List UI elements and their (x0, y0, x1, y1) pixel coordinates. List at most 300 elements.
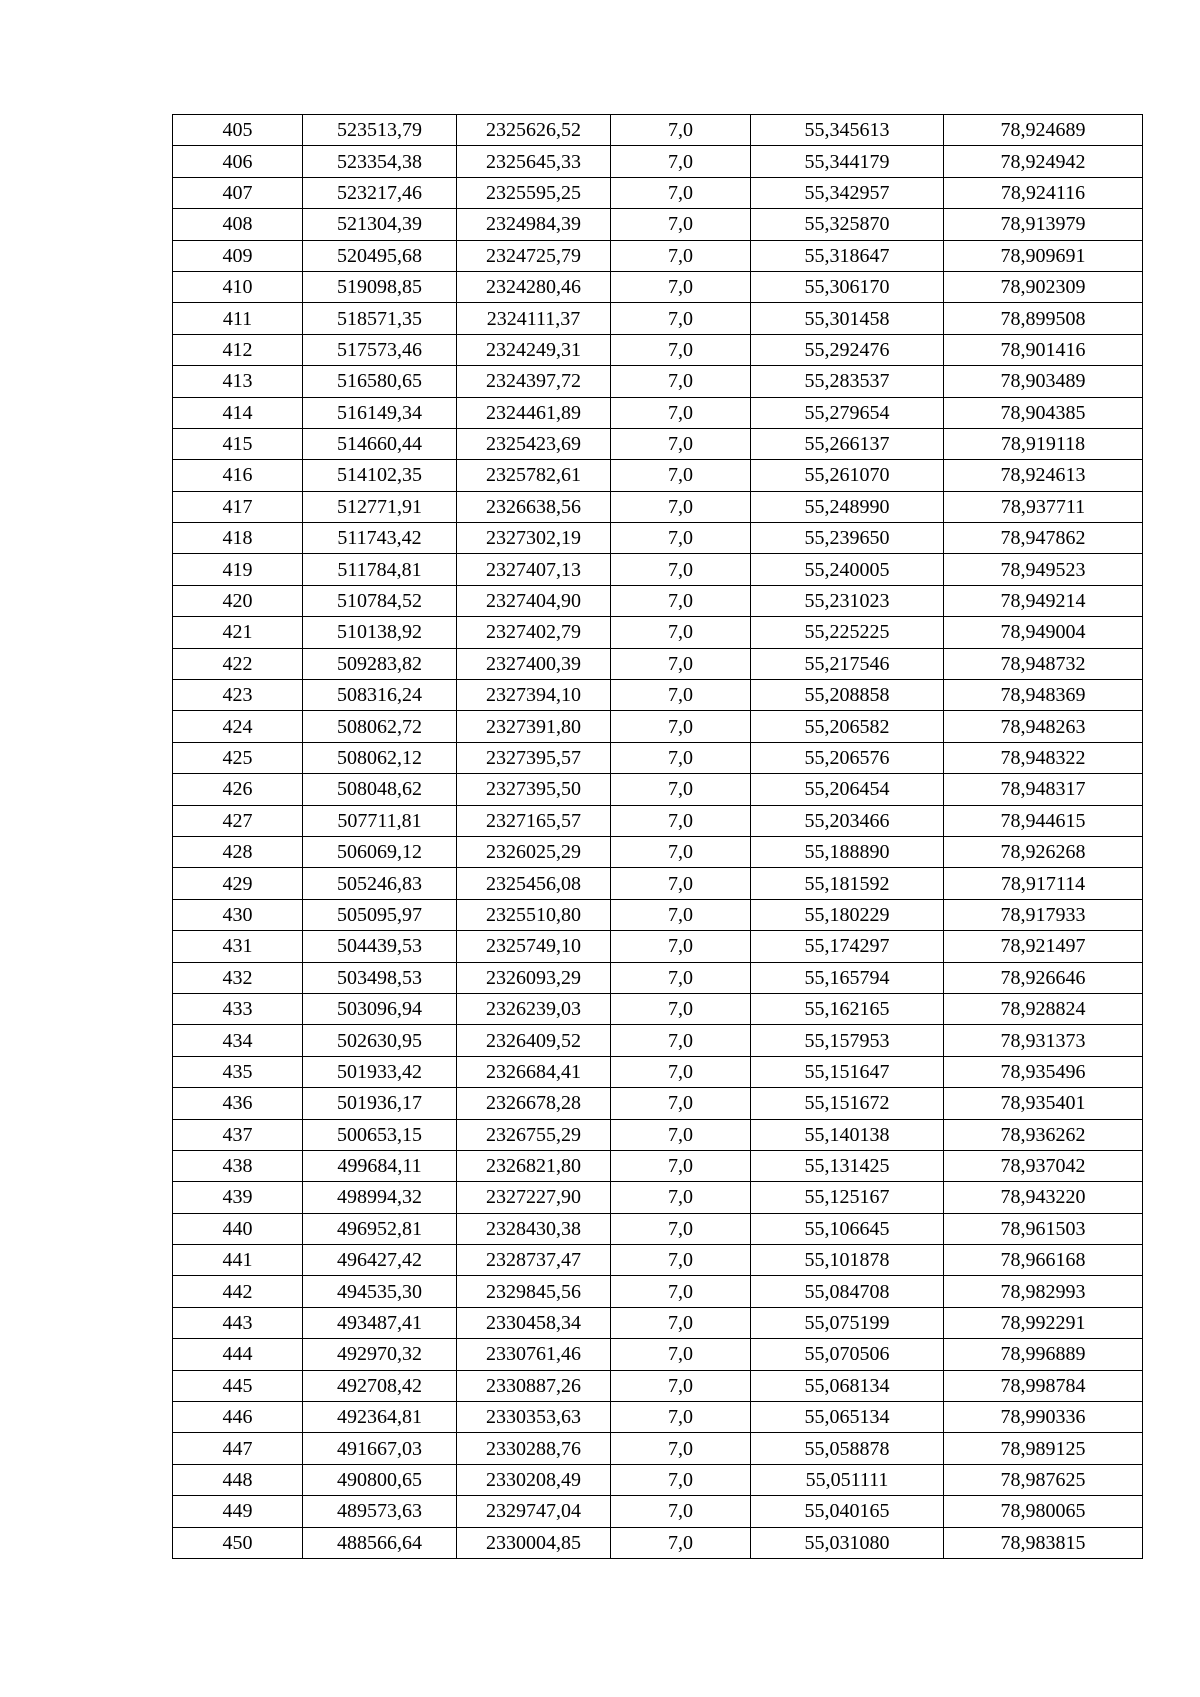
table-row (173, 334, 1143, 365)
table-row (173, 648, 1143, 679)
table-row (173, 1464, 1143, 1495)
longitude-cell: 78,961503 (944, 1213, 1143, 1244)
y-coordinate-cell: 2328737,47 (457, 1245, 611, 1276)
y-coordinate-cell: 2326409,52 (457, 1025, 611, 1056)
latitude-cell: 55,225225 (751, 617, 944, 648)
point-number-cell: 433 (173, 993, 303, 1024)
coordinates-table (172, 114, 1143, 1559)
point-number-cell: 422 (173, 648, 303, 679)
latitude-cell: 55,140138 (751, 1119, 944, 1150)
table-row (173, 240, 1143, 271)
y-coordinate-cell: 2324725,79 (457, 240, 611, 271)
longitude-cell: 78,948732 (944, 648, 1143, 679)
latitude-cell: 55,266137 (751, 428, 944, 459)
point-number-cell: 405 (173, 115, 303, 146)
x-coordinate-cell: 502630,95 (303, 1025, 457, 1056)
latitude-cell: 55,180229 (751, 899, 944, 930)
longitude-cell: 78,937711 (944, 491, 1143, 522)
y-coordinate-cell: 2326025,29 (457, 836, 611, 867)
latitude-cell: 55,075199 (751, 1307, 944, 1338)
x-coordinate-cell: 492708,42 (303, 1370, 457, 1401)
latitude-cell: 55,162165 (751, 993, 944, 1024)
y-coordinate-cell: 2330208,49 (457, 1464, 611, 1495)
table-row (173, 1025, 1143, 1056)
x-coordinate-cell: 503096,94 (303, 993, 457, 1024)
value-cell: 7,0 (611, 648, 751, 679)
y-coordinate-cell: 2324280,46 (457, 271, 611, 302)
y-coordinate-cell: 2329747,04 (457, 1496, 611, 1527)
table-row (173, 1370, 1143, 1401)
latitude-cell: 55,239650 (751, 523, 944, 554)
y-coordinate-cell: 2327402,79 (457, 617, 611, 648)
value-cell: 7,0 (611, 1150, 751, 1181)
value-cell: 7,0 (611, 1056, 751, 1087)
point-number-cell: 431 (173, 931, 303, 962)
point-number-cell: 432 (173, 962, 303, 993)
y-coordinate-cell: 2327407,13 (457, 554, 611, 585)
latitude-cell: 55,031080 (751, 1527, 944, 1558)
x-coordinate-cell: 498994,32 (303, 1182, 457, 1213)
x-coordinate-cell: 492364,81 (303, 1402, 457, 1433)
table-row (173, 1088, 1143, 1119)
longitude-cell: 78,926268 (944, 836, 1143, 867)
value-cell: 7,0 (611, 993, 751, 1024)
longitude-cell: 78,913979 (944, 209, 1143, 240)
table-row (173, 491, 1143, 522)
point-number-cell: 415 (173, 428, 303, 459)
value-cell: 7,0 (611, 397, 751, 428)
y-coordinate-cell: 2324461,89 (457, 397, 611, 428)
longitude-cell: 78,989125 (944, 1433, 1143, 1464)
point-number-cell: 406 (173, 146, 303, 177)
table-row (173, 1276, 1143, 1307)
table-row (173, 177, 1143, 208)
table-row (173, 962, 1143, 993)
point-number-cell: 439 (173, 1182, 303, 1213)
longitude-cell: 78,909691 (944, 240, 1143, 271)
longitude-cell: 78,926646 (944, 962, 1143, 993)
table-row (173, 1150, 1143, 1181)
y-coordinate-cell: 2324397,72 (457, 366, 611, 397)
y-coordinate-cell: 2325645,33 (457, 146, 611, 177)
x-coordinate-cell: 500653,15 (303, 1119, 457, 1150)
table-row (173, 1527, 1143, 1558)
latitude-cell: 55,318647 (751, 240, 944, 271)
table-row (173, 1119, 1143, 1150)
longitude-cell: 78,996889 (944, 1339, 1143, 1370)
longitude-cell: 78,980065 (944, 1496, 1143, 1527)
longitude-cell: 78,998784 (944, 1370, 1143, 1401)
x-coordinate-cell: 516580,65 (303, 366, 457, 397)
table-row (173, 742, 1143, 773)
point-number-cell: 418 (173, 523, 303, 554)
table-row (173, 146, 1143, 177)
table-row (173, 428, 1143, 459)
latitude-cell: 55,040165 (751, 1496, 944, 1527)
longitude-cell: 78,903489 (944, 366, 1143, 397)
table-row (173, 366, 1143, 397)
latitude-cell: 55,165794 (751, 962, 944, 993)
x-coordinate-cell: 506069,12 (303, 836, 457, 867)
point-number-cell: 407 (173, 177, 303, 208)
x-coordinate-cell: 496427,42 (303, 1245, 457, 1276)
latitude-cell: 55,058878 (751, 1433, 944, 1464)
value-cell: 7,0 (611, 491, 751, 522)
point-number-cell: 425 (173, 742, 303, 773)
latitude-cell: 55,070506 (751, 1339, 944, 1370)
point-number-cell: 420 (173, 585, 303, 616)
longitude-cell: 78,937042 (944, 1150, 1143, 1181)
point-number-cell: 426 (173, 774, 303, 805)
point-number-cell: 445 (173, 1370, 303, 1401)
latitude-cell: 55,344179 (751, 146, 944, 177)
x-coordinate-cell: 508048,62 (303, 774, 457, 805)
table-row (173, 209, 1143, 240)
point-number-cell: 414 (173, 397, 303, 428)
x-coordinate-cell: 511743,42 (303, 523, 457, 554)
value-cell: 7,0 (611, 1527, 751, 1558)
y-coordinate-cell: 2325423,69 (457, 428, 611, 459)
latitude-cell: 55,125167 (751, 1182, 944, 1213)
latitude-cell: 55,051111 (751, 1464, 944, 1495)
point-number-cell: 444 (173, 1339, 303, 1370)
value-cell: 7,0 (611, 585, 751, 616)
value-cell: 7,0 (611, 899, 751, 930)
table-row (173, 868, 1143, 899)
point-number-cell: 438 (173, 1150, 303, 1181)
y-coordinate-cell: 2328430,38 (457, 1213, 611, 1244)
latitude-cell: 55,231023 (751, 585, 944, 616)
table-row (173, 993, 1143, 1024)
value-cell: 7,0 (611, 460, 751, 491)
x-coordinate-cell: 507711,81 (303, 805, 457, 836)
table-row (173, 585, 1143, 616)
x-coordinate-cell: 511784,81 (303, 554, 457, 585)
longitude-cell: 78,987625 (944, 1464, 1143, 1495)
table-row (173, 836, 1143, 867)
latitude-cell: 55,151672 (751, 1088, 944, 1119)
table-row (173, 899, 1143, 930)
y-coordinate-cell: 2325510,80 (457, 899, 611, 930)
point-number-cell: 424 (173, 711, 303, 742)
value-cell: 7,0 (611, 334, 751, 365)
value-cell: 7,0 (611, 1464, 751, 1495)
value-cell: 7,0 (611, 931, 751, 962)
y-coordinate-cell: 2324111,37 (457, 303, 611, 334)
table-row (173, 1496, 1143, 1527)
value-cell: 7,0 (611, 1213, 751, 1244)
x-coordinate-cell: 514660,44 (303, 428, 457, 459)
point-number-cell: 448 (173, 1464, 303, 1495)
point-number-cell: 440 (173, 1213, 303, 1244)
longitude-cell: 78,904385 (944, 397, 1143, 428)
table-row (173, 115, 1143, 146)
longitude-cell: 78,917114 (944, 868, 1143, 899)
y-coordinate-cell: 2327391,80 (457, 711, 611, 742)
longitude-cell: 78,921497 (944, 931, 1143, 962)
point-number-cell: 449 (173, 1496, 303, 1527)
x-coordinate-cell: 491667,03 (303, 1433, 457, 1464)
y-coordinate-cell: 2325456,08 (457, 868, 611, 899)
latitude-cell: 55,325870 (751, 209, 944, 240)
x-coordinate-cell: 505095,97 (303, 899, 457, 930)
y-coordinate-cell: 2330761,46 (457, 1339, 611, 1370)
x-coordinate-cell: 516149,34 (303, 397, 457, 428)
value-cell: 7,0 (611, 1025, 751, 1056)
x-coordinate-cell: 519098,85 (303, 271, 457, 302)
value-cell: 7,0 (611, 366, 751, 397)
y-coordinate-cell: 2330887,26 (457, 1370, 611, 1401)
table-row (173, 397, 1143, 428)
value-cell: 7,0 (611, 1307, 751, 1338)
x-coordinate-cell: 512771,91 (303, 491, 457, 522)
longitude-cell: 78,983815 (944, 1527, 1143, 1558)
x-coordinate-cell: 508316,24 (303, 680, 457, 711)
value-cell: 7,0 (611, 1245, 751, 1276)
value-cell: 7,0 (611, 1276, 751, 1307)
y-coordinate-cell: 2327394,10 (457, 680, 611, 711)
longitude-cell: 78,924689 (944, 115, 1143, 146)
point-number-cell: 437 (173, 1119, 303, 1150)
latitude-cell: 55,203466 (751, 805, 944, 836)
longitude-cell: 78,935496 (944, 1056, 1143, 1087)
table-row (173, 1307, 1143, 1338)
latitude-cell: 55,151647 (751, 1056, 944, 1087)
latitude-cell: 55,261070 (751, 460, 944, 491)
y-coordinate-cell: 2326093,29 (457, 962, 611, 993)
latitude-cell: 55,206454 (751, 774, 944, 805)
point-number-cell: 443 (173, 1307, 303, 1338)
value-cell: 7,0 (611, 774, 751, 805)
x-coordinate-cell: 508062,12 (303, 742, 457, 773)
point-number-cell: 429 (173, 868, 303, 899)
longitude-cell: 78,901416 (944, 334, 1143, 365)
latitude-cell: 55,101878 (751, 1245, 944, 1276)
value-cell: 7,0 (611, 836, 751, 867)
longitude-cell: 78,924613 (944, 460, 1143, 491)
x-coordinate-cell: 501936,17 (303, 1088, 457, 1119)
point-number-cell: 442 (173, 1276, 303, 1307)
y-coordinate-cell: 2327395,57 (457, 742, 611, 773)
table-row (173, 1245, 1143, 1276)
latitude-cell: 55,342957 (751, 177, 944, 208)
latitude-cell: 55,301458 (751, 303, 944, 334)
longitude-cell: 78,919118 (944, 428, 1143, 459)
x-coordinate-cell: 503498,53 (303, 962, 457, 993)
x-coordinate-cell: 523354,38 (303, 146, 457, 177)
value-cell: 7,0 (611, 240, 751, 271)
table-row (173, 805, 1143, 836)
table-row (173, 931, 1143, 962)
value-cell: 7,0 (611, 271, 751, 302)
x-coordinate-cell: 505246,83 (303, 868, 457, 899)
x-coordinate-cell: 494535,30 (303, 1276, 457, 1307)
y-coordinate-cell: 2326239,03 (457, 993, 611, 1024)
longitude-cell: 78,936262 (944, 1119, 1143, 1150)
y-coordinate-cell: 2327395,50 (457, 774, 611, 805)
value-cell: 7,0 (611, 303, 751, 334)
latitude-cell: 55,345613 (751, 115, 944, 146)
point-number-cell: 441 (173, 1245, 303, 1276)
value-cell: 7,0 (611, 146, 751, 177)
point-number-cell: 411 (173, 303, 303, 334)
y-coordinate-cell: 2327404,90 (457, 585, 611, 616)
latitude-cell: 55,065134 (751, 1402, 944, 1433)
table-row (173, 1339, 1143, 1370)
y-coordinate-cell: 2330458,34 (457, 1307, 611, 1338)
x-coordinate-cell: 488566,64 (303, 1527, 457, 1558)
point-number-cell: 428 (173, 836, 303, 867)
y-coordinate-cell: 2325782,61 (457, 460, 611, 491)
longitude-cell: 78,924942 (944, 146, 1143, 177)
longitude-cell: 78,948369 (944, 680, 1143, 711)
x-coordinate-cell: 523513,79 (303, 115, 457, 146)
table-row (173, 1402, 1143, 1433)
value-cell: 7,0 (611, 1402, 751, 1433)
longitude-cell: 78,943220 (944, 1182, 1143, 1213)
y-coordinate-cell: 2325626,52 (457, 115, 611, 146)
longitude-cell: 78,949004 (944, 617, 1143, 648)
value-cell: 7,0 (611, 742, 751, 773)
latitude-cell: 55,217546 (751, 648, 944, 679)
x-coordinate-cell: 499684,11 (303, 1150, 457, 1181)
value-cell: 7,0 (611, 1433, 751, 1464)
latitude-cell: 55,248990 (751, 491, 944, 522)
longitude-cell: 78,931373 (944, 1025, 1143, 1056)
longitude-cell: 78,944615 (944, 805, 1143, 836)
point-number-cell: 427 (173, 805, 303, 836)
x-coordinate-cell: 521304,39 (303, 209, 457, 240)
x-coordinate-cell: 518571,35 (303, 303, 457, 334)
x-coordinate-cell: 508062,72 (303, 711, 457, 742)
x-coordinate-cell: 496952,81 (303, 1213, 457, 1244)
value-cell: 7,0 (611, 209, 751, 240)
longitude-cell: 78,990336 (944, 1402, 1143, 1433)
value-cell: 7,0 (611, 115, 751, 146)
y-coordinate-cell: 2327165,57 (457, 805, 611, 836)
x-coordinate-cell: 514102,35 (303, 460, 457, 491)
longitude-cell: 78,928824 (944, 993, 1143, 1024)
point-number-cell: 409 (173, 240, 303, 271)
y-coordinate-cell: 2326638,56 (457, 491, 611, 522)
latitude-cell: 55,174297 (751, 931, 944, 962)
x-coordinate-cell: 523217,46 (303, 177, 457, 208)
point-number-cell: 446 (173, 1402, 303, 1433)
latitude-cell: 55,084708 (751, 1276, 944, 1307)
table-row (173, 554, 1143, 585)
value-cell: 7,0 (611, 1088, 751, 1119)
table-row (173, 303, 1143, 334)
latitude-cell: 55,068134 (751, 1370, 944, 1401)
y-coordinate-cell: 2324984,39 (457, 209, 611, 240)
longitude-cell: 78,899508 (944, 303, 1143, 334)
x-coordinate-cell: 492970,32 (303, 1339, 457, 1370)
longitude-cell: 78,948317 (944, 774, 1143, 805)
y-coordinate-cell: 2326684,41 (457, 1056, 611, 1087)
y-coordinate-cell: 2327302,19 (457, 523, 611, 554)
point-number-cell: 416 (173, 460, 303, 491)
value-cell: 7,0 (611, 1370, 751, 1401)
value-cell: 7,0 (611, 428, 751, 459)
table-row (173, 1182, 1143, 1213)
longitude-cell: 78,902309 (944, 271, 1143, 302)
latitude-cell: 55,157953 (751, 1025, 944, 1056)
point-number-cell: 447 (173, 1433, 303, 1464)
x-coordinate-cell: 510784,52 (303, 585, 457, 616)
y-coordinate-cell: 2327227,90 (457, 1182, 611, 1213)
x-coordinate-cell: 490800,65 (303, 1464, 457, 1495)
value-cell: 7,0 (611, 523, 751, 554)
value-cell: 7,0 (611, 177, 751, 208)
latitude-cell: 55,283537 (751, 366, 944, 397)
table-row (173, 711, 1143, 742)
value-cell: 7,0 (611, 1119, 751, 1150)
table-row (173, 774, 1143, 805)
value-cell: 7,0 (611, 680, 751, 711)
value-cell: 7,0 (611, 962, 751, 993)
value-cell: 7,0 (611, 868, 751, 899)
longitude-cell: 78,949214 (944, 585, 1143, 616)
latitude-cell: 55,206582 (751, 711, 944, 742)
point-number-cell: 421 (173, 617, 303, 648)
longitude-cell: 78,924116 (944, 177, 1143, 208)
longitude-cell: 78,935401 (944, 1088, 1143, 1119)
latitude-cell: 55,106645 (751, 1213, 944, 1244)
y-coordinate-cell: 2326755,29 (457, 1119, 611, 1150)
point-number-cell: 410 (173, 271, 303, 302)
value-cell: 7,0 (611, 805, 751, 836)
value-cell: 7,0 (611, 1182, 751, 1213)
y-coordinate-cell: 2325749,10 (457, 931, 611, 962)
longitude-cell: 78,966168 (944, 1245, 1143, 1276)
latitude-cell: 55,292476 (751, 334, 944, 365)
latitude-cell: 55,279654 (751, 397, 944, 428)
y-coordinate-cell: 2330353,63 (457, 1402, 611, 1433)
longitude-cell: 78,992291 (944, 1307, 1143, 1338)
table-row (173, 1213, 1143, 1244)
longitude-cell: 78,948263 (944, 711, 1143, 742)
x-coordinate-cell: 501933,42 (303, 1056, 457, 1087)
value-cell: 7,0 (611, 617, 751, 648)
table-row (173, 271, 1143, 302)
table-row (173, 523, 1143, 554)
point-number-cell: 412 (173, 334, 303, 365)
latitude-cell: 55,131425 (751, 1150, 944, 1181)
point-number-cell: 435 (173, 1056, 303, 1087)
latitude-cell: 55,306170 (751, 271, 944, 302)
latitude-cell: 55,188890 (751, 836, 944, 867)
y-coordinate-cell: 2325595,25 (457, 177, 611, 208)
value-cell: 7,0 (611, 554, 751, 585)
point-number-cell: 434 (173, 1025, 303, 1056)
longitude-cell: 78,948322 (944, 742, 1143, 773)
value-cell: 7,0 (611, 711, 751, 742)
value-cell: 7,0 (611, 1496, 751, 1527)
point-number-cell: 430 (173, 899, 303, 930)
point-number-cell: 450 (173, 1527, 303, 1558)
point-number-cell: 408 (173, 209, 303, 240)
y-coordinate-cell: 2326678,28 (457, 1088, 611, 1119)
x-coordinate-cell: 510138,92 (303, 617, 457, 648)
x-coordinate-cell: 504439,53 (303, 931, 457, 962)
point-number-cell: 419 (173, 554, 303, 585)
y-coordinate-cell: 2326821,80 (457, 1150, 611, 1181)
x-coordinate-cell: 489573,63 (303, 1496, 457, 1527)
latitude-cell: 55,181592 (751, 868, 944, 899)
x-coordinate-cell: 509283,82 (303, 648, 457, 679)
longitude-cell: 78,949523 (944, 554, 1143, 585)
longitude-cell: 78,947862 (944, 523, 1143, 554)
